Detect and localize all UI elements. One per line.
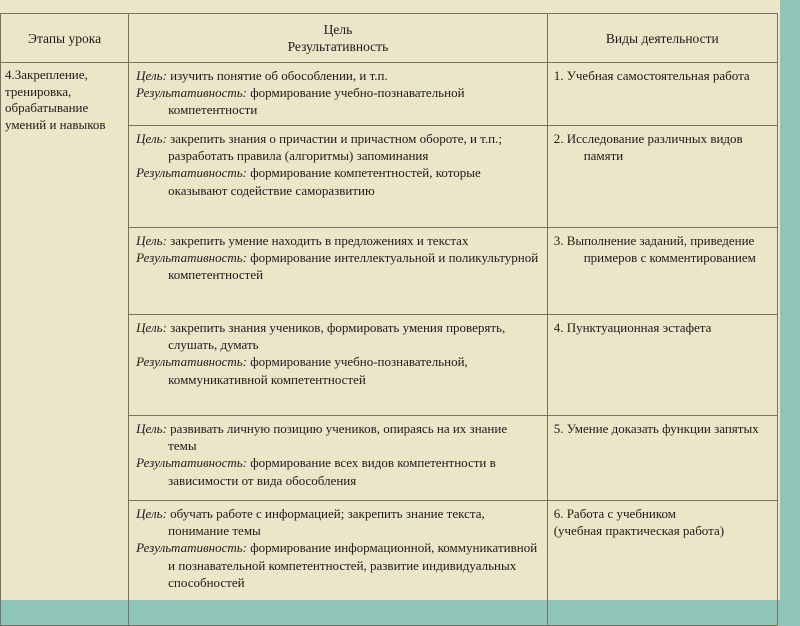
activity-cell xyxy=(547,63,777,126)
header-stages xyxy=(1,14,129,63)
goal-cell xyxy=(129,228,548,315)
table-header-row xyxy=(1,14,778,63)
activity-cell xyxy=(547,416,777,501)
activity-cell xyxy=(547,228,777,315)
table-row xyxy=(1,63,778,126)
header-goal-text: Цель xyxy=(323,22,353,37)
activity-text: 3. Выполнение заданий, приведение примеров с комментированием xyxy=(553,233,756,266)
result-text: формирование интеллектуальной и поликультурной компетентностей xyxy=(168,250,539,283)
goal-text: закрепить знания учеников, формировать умения проверять, слушать, думать xyxy=(166,320,506,353)
lesson-stages-table xyxy=(0,13,778,626)
goal-text: обучать работе с информацией; закрепить знание текста, понимание темы xyxy=(166,506,485,539)
activity-cell xyxy=(547,126,777,228)
result-text: формирование компетентностей, которые оказывают содействие саморазвитию xyxy=(168,165,481,198)
header-goal-result xyxy=(129,14,548,63)
result-label: Результативность: xyxy=(136,455,247,471)
goal-text: изучить понятие об обособлении, и т.п. xyxy=(166,68,388,83)
result-label: Результативность: xyxy=(136,85,247,101)
goal-label: Цель: xyxy=(136,506,167,521)
activity-extra-text: (учебная практическая работа) xyxy=(553,523,725,539)
goal-label: Цель: xyxy=(136,68,167,83)
activity-cell xyxy=(547,501,777,626)
header-result-text: Результативность xyxy=(287,39,389,54)
goal-text: закрепить умение находить в предложениях и текстах xyxy=(166,233,469,248)
result-label: Результативность: xyxy=(136,354,247,370)
result-label: Результативность: xyxy=(136,165,247,181)
result-text: формирование всех видов компетентности в зависимости от вида обособления xyxy=(168,455,496,488)
activity-text: 4. Пунктуационная эстафета xyxy=(553,320,712,335)
stage-cell xyxy=(1,63,129,626)
activity-text: 5. Умение доказать функции запятых xyxy=(553,421,759,436)
goal-label: Цель: xyxy=(136,131,167,146)
goal-cell xyxy=(129,315,548,416)
goal-cell xyxy=(129,126,548,228)
header-activities-text: Виды деятельности xyxy=(605,30,719,46)
goal-label: Цель: xyxy=(136,320,167,335)
result-text: формирование учебно-познавательной компетентности xyxy=(168,85,465,118)
header-activities xyxy=(547,14,777,63)
goal-label: Цель: xyxy=(136,233,167,248)
result-label: Результативность: xyxy=(136,250,247,266)
result-text: формирование информационной, коммуникативной и познавательной компетентностей, развитие индивидуальных способностей xyxy=(168,540,538,590)
goal-text: развивать личную позицию учеников, опираясь на их знание темы xyxy=(166,421,508,454)
activity-cell xyxy=(547,315,777,416)
activity-text: 2. Исследование различных видов памяти xyxy=(553,131,743,164)
goal-cell xyxy=(129,63,548,126)
result-text: формирование учебно-познавательной, коммуникативной компетентностей xyxy=(168,354,468,387)
goal-label: Цель: xyxy=(136,421,167,436)
stage-text: 4.Закрепление, тренировка, обрабатывание умений и навыков xyxy=(5,67,106,132)
activity-text: 1. Учебная самостоятельная работа xyxy=(553,68,750,83)
result-label: Результативность: xyxy=(136,540,247,556)
goal-text: закрепить знания о причастии и причастном обороте, и т.п.; разработать правила (алгоритмы) запоминания xyxy=(166,131,502,164)
activity-text: 6. Работа с учебником xyxy=(553,506,676,521)
goal-cell xyxy=(129,416,548,501)
header-stages-text: Этапы урока xyxy=(28,30,102,46)
goal-cell xyxy=(129,501,548,626)
